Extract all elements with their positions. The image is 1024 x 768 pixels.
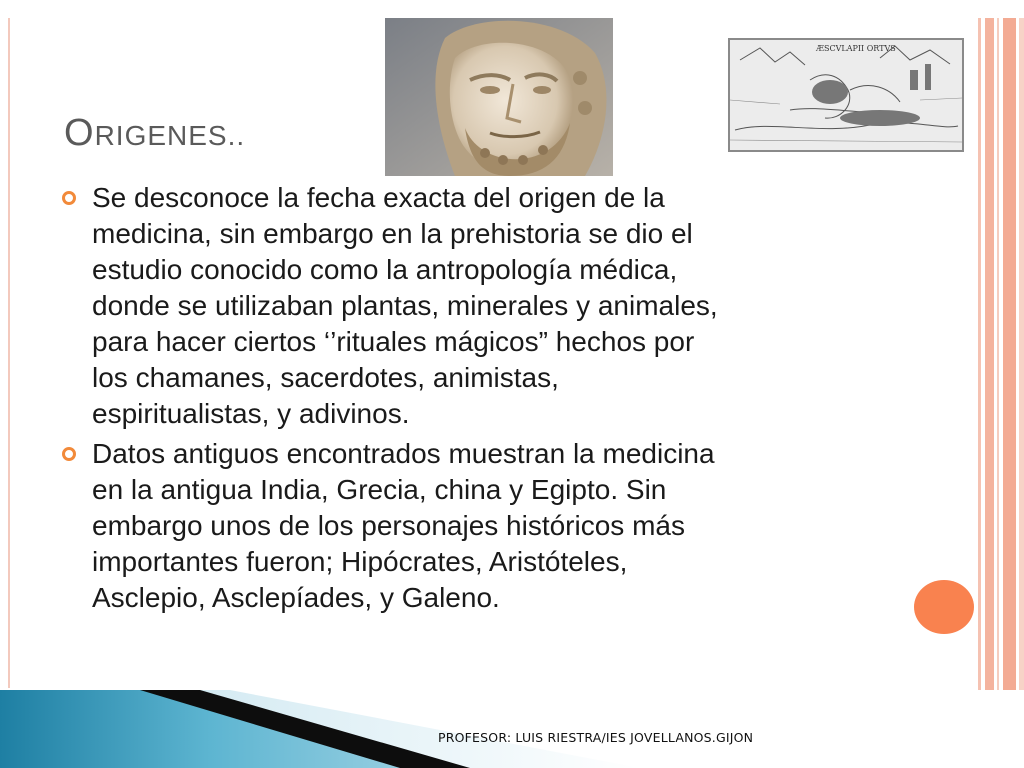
title-rest: RIGENES..: [94, 120, 246, 151]
footer-decoration-band: [0, 690, 1024, 768]
bullet-circle-icon: [62, 447, 76, 461]
orange-circle-decoration: [914, 580, 974, 634]
hippocrates-bust-image: [385, 18, 613, 176]
bullet-text: Se desconoce la fecha exacta del origen de la medicina, sin embargo en la prehistoria se dio el estudio conocido como la antropología médica, donde se utilizaban plantas, minerales y animales, para hacer ciertos ‘’rituales mágicos” hechos por los chamanes, sacerdotes, animistas, espiritualistas, y adivinos.: [92, 182, 718, 429]
slide-title: [64, 112, 245, 155]
title-first-letter: O: [64, 112, 95, 154]
bullet-text: Datos antiguos encontrados muestran la medicina en la antigua India, Grecia, china y Egipto. Sin embargo unos de los personajes históricos más importantes fueron; Hipócrates, Aristóteles, Asclepio, Asclepíades, y Galeno.: [92, 438, 715, 613]
bullet-item: [62, 436, 892, 616]
asclepius-engraving-image: [728, 38, 964, 152]
bullet-list: [62, 180, 892, 620]
bullet-circle-icon: [62, 191, 76, 205]
footer-text: PROFESOR: LUIS RIESTRA/IES JOVELLANOS.GIJON: [438, 730, 754, 745]
engraving-caption: ÆSCVLAPII ORTVS: [816, 44, 896, 53]
left-border-line: [8, 18, 10, 688]
right-decorative-stripes: [978, 18, 1024, 690]
bullet-item: [62, 180, 892, 432]
